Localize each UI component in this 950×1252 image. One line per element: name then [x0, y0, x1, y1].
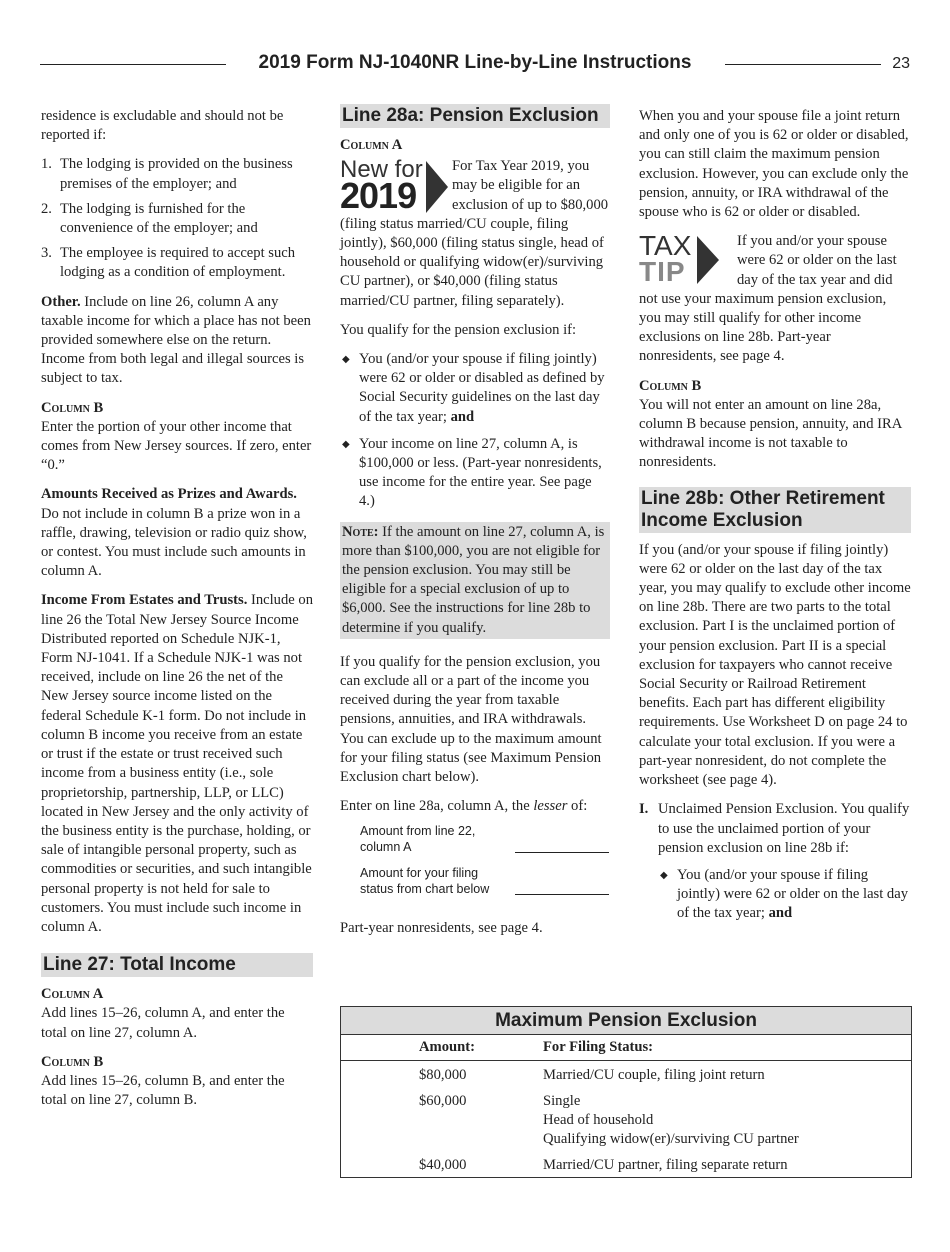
line27-heading: Line 27: Total Income: [41, 953, 313, 977]
page-number: 23: [892, 55, 910, 72]
line28a-column-a-heading: Column A: [340, 137, 403, 153]
line28a-heading: Line 28a: Pension Exclusion: [340, 104, 610, 128]
new-for-2019-paragraph: New for 2019 For Tax Year 2019, you may be eligible for an exclusion of up to $80,000 (filing status married/CU couple, filing jointly), $60,000 (filing status single, head of household or qualifying widow(er)/surviving CU partner), or $40,000 (filing status married/CU partner, filing separately).: [340, 156, 609, 309]
list-item: I. Unclaimed Pension Exclusion. You qualify to use the unclaimed portion of your pension exclusion on line 28b if: ◆ You (and/or your spouse if filing jointly) were 62 or older on the last day of the tax year; and: [639, 800, 911, 923]
qualify-text: You qualify for the pension exclusion if:: [340, 321, 577, 338]
list-item: ◆ Your income on line 27, column A, is $100,000 or less. (Part-year nonresidents, use income for the entire year. See page 4.): [342, 435, 602, 510]
column-b-heading: Column B: [41, 399, 104, 416]
max-pension-exclusion-table: [340, 1006, 912, 1178]
entry-blank-line[interactable]: [515, 852, 609, 853]
line28a-column-b-text: You will not enter an amount on line 28a, column B because pension, annuity, and IRA withdrawal income is not taxable to nonresidents.: [639, 396, 902, 471]
entry-blank-line[interactable]: [515, 894, 609, 895]
other-paragraph: Other. Include on line 26, column A any taxable income for which a place has not been provided somewhere else on the return. Income from both legal and illegal sources is subject to tax.: [41, 293, 311, 387]
table-row: $60,000 Single Head of household Qualifying widow(er)/surviving CU partner: [419, 1093, 799, 1147]
page-title: 2019 Form NJ-1040NR Line-by-Line Instructions: [258, 52, 692, 73]
list-item: 2. The lodging is furnished for the convenience of the employer; and: [41, 200, 258, 237]
header-rule-right: [725, 64, 881, 65]
new-for-2019-badge: New for 2019: [340, 157, 448, 213]
intro-text: residence is excludable and should not be reported if:: [41, 108, 284, 144]
page-header: [40, 52, 910, 80]
line27-column-a-text: Add lines 15–26, column A, and enter the total on line 27, column A.: [41, 1005, 285, 1041]
estates-paragraph: Income From Estates and Trusts. Include on line 26 the Total New Jersey Source Income Distributed reported on Schedule NJK-1, Form NJ-1041. If a Schedule NJK-1 was not received, include on line 26 the net of the New Jersey source income listed on the federal Schedule K-1 form. Do not include in column B income you receive from an estate or trust if the estate or trust received such income from a business entity (i.e., sole proprietorship, partnership, LLP, or LLC) located in New Jersey and the only activity of the business entity is the purchase, holding, or sale of intangible personal property, such as commodities or securities, and such intangible personal property is not held for sale to customers. You must include such income in column A.: [41, 592, 313, 935]
note-box: Note: If the amount on line 27, column A, is more than $100,000, you are not eligible for the pension exclusion. You may still be eligible for a special exclusion of up to $6,000. See the instructions for line 28b to determine if you qualify.: [340, 522, 610, 639]
list-item: 3. The employee is required to accept such lodging as a condition of employment.: [41, 245, 296, 281]
table-row: $80,000 Married/CU couple, filing joint return: [419, 1067, 765, 1083]
exclude-paragraph: If you qualify for the pension exclusion, you can exclude all or a part of the income you received during the year from taxable pensions, annuities, and IRA withdrawals. You can exclude up to the maximum amount for your filing status (see Maximum Pension Exclusion chart below).: [340, 653, 602, 786]
part-list: [639, 800, 911, 923]
prizes-paragraph: Amounts Received as Prizes and Awards. Do not include in column B a prize won in a raffle, drawing, television or radio quiz show, or contest. You must include such amounts in column A.: [41, 486, 307, 580]
enter-row-chart-amount: Amount for your filing status from chart below: [360, 865, 610, 907]
list-item: ◆ You (and/or your spouse if filing jointly) were 62 or older or disabled as defined by Social Security guidelines on the last day of the tax year; and: [342, 351, 605, 425]
part-year-text: Part-year nonresidents, see page 4.: [340, 919, 543, 936]
right-column: [639, 107, 911, 934]
middle-column: [340, 104, 610, 948]
list-item: 1. The lodging is provided on the business premises of the employer; and: [41, 156, 293, 192]
line28b-paragraph: If you (and/or your spouse if filing jointly) were 62 or older on the last day of the tax year, you may qualify to exclude other income on line 28b. There are two parts to the total exclusion. Part I is the unclaimed portion of your pension exclusion. Part II is a special exclusion for taxpayers who cannot receive Social Security or Railroad Retirement benefits. Each part has different eligibility requirements. Use Worksheet D on page 24 to calculate your total exclusion. If you were a part-year nonresident, do not complete the worksheet (see page 4).: [639, 541, 911, 789]
table-row: $40,000 Married/CU partner, filing separate return: [419, 1157, 788, 1173]
table-title: Maximum Pension Exclusion: [341, 1007, 911, 1035]
column-header-amount: Amount:: [419, 1039, 475, 1055]
line28b-heading: Line 28b: Other Retirement Income Exclusion: [639, 487, 911, 533]
enter-lesser-table: [360, 823, 610, 907]
lodging-conditions-list: [41, 155, 313, 282]
tax-tip-paragraph: TAX TIP If you and/or your spouse were 62 or older on the last day of the tax year and did not use your maximum pension exclusion, you may still qualify for other income exclusions on line 28b. Part-year nonresidents, see page 4.: [639, 230, 897, 365]
line27-column-b-text: Add lines 15–26, column B, and enter the total on line 27, column B.: [41, 1072, 285, 1109]
arrow-icon: [426, 161, 448, 213]
line28a-column-b-heading: Column B: [639, 377, 702, 394]
enter-instruction: Enter on line 28a, column A, the lesser of:: [340, 798, 588, 815]
bullet-icon: ◆: [342, 438, 350, 450]
column-header-status: For Filing Status:: [543, 1039, 654, 1055]
qualify-list: [340, 350, 610, 512]
column-b-text: Enter the portion of your other income that comes from New Jersey sources. If zero, enter “0.”: [41, 418, 312, 474]
line27-column-b-heading: Column B: [41, 1053, 104, 1070]
tax-tip-badge: TAX TIP: [639, 232, 733, 288]
line27-column-a-heading: Column A: [41, 986, 104, 1003]
bullet-icon: ◆: [342, 354, 350, 366]
bullet-icon: ◆: [660, 869, 668, 881]
left-column: [41, 107, 313, 1120]
table-header-row: [341, 1035, 911, 1061]
list-item: ◆ You (and/or your spouse if filing jointly) were 62 or older on the last day of the tax year; and: [660, 866, 909, 922]
joint-return-paragraph: When you and your spouse file a joint return and only one of you is 62 or older or disabled, you can still claim the maximum pension exclusion. However, you can exclude only the pension, annuity, or IRA withdrawal of the spouse who is 62 or older or disabled.: [639, 108, 909, 221]
arrow-icon: [697, 236, 719, 284]
enter-row-line22: Amount from line 22, column A: [360, 823, 610, 865]
